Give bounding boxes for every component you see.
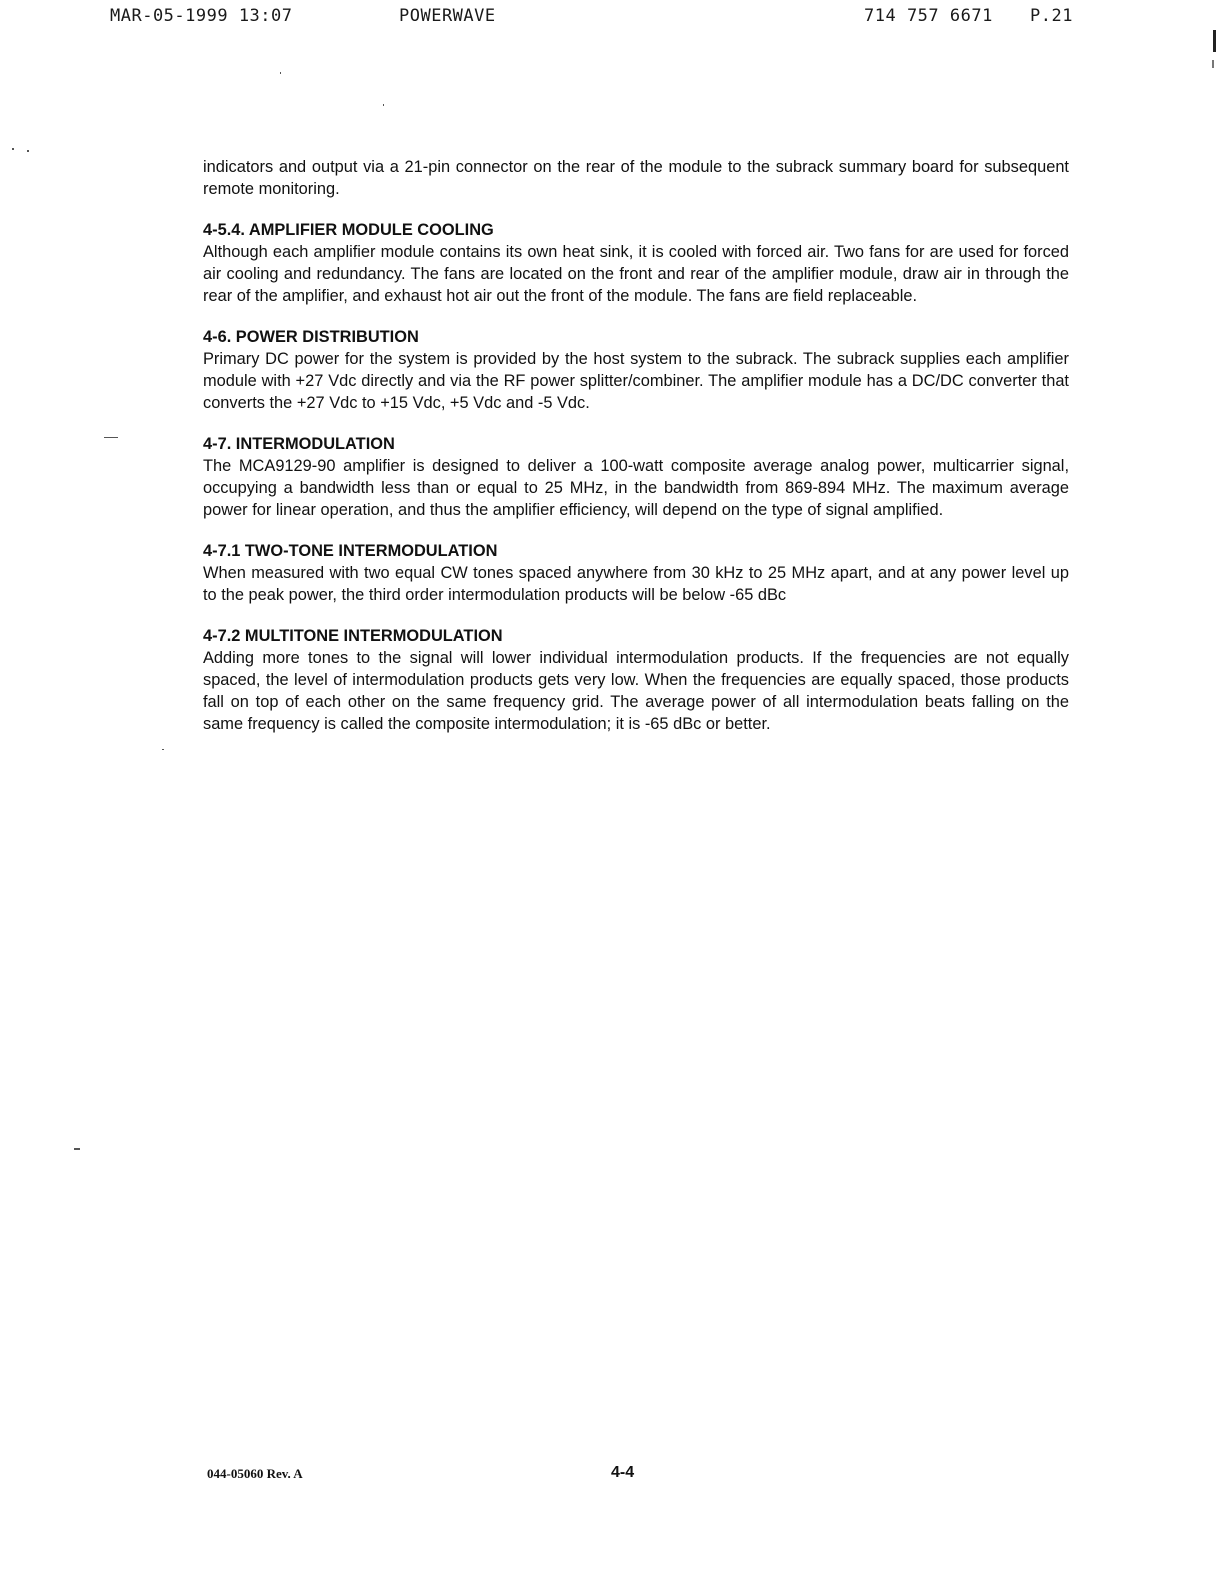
fax-company: POWERWAVE	[399, 6, 496, 26]
scan-speck	[27, 150, 29, 152]
section-heading: 4-5.4. AMPLIFIER MODULE COOLING	[203, 221, 494, 239]
section-power-distribution	[203, 326, 1069, 414]
section-heading: 4-7.1 TWO-TONE INTERMODULATION	[203, 542, 498, 560]
intro-paragraph: indicators and output via a 21-pin connector on the rear of the module to the subrack summary board for subsequent remote monitoring.	[203, 158, 1069, 198]
scan-speck	[162, 749, 164, 750]
scan-speck	[1212, 60, 1214, 68]
section-paragraph: The MCA9129-90 amplifier is designed to deliver a 100-watt composite average analog power, multicarrier signal, occupying a bandwidth less than or equal to 25 MHz, in the bandwidth from 869-894 MHz. The maximum average power for linear operation, and thus the amplifier efficiency, will depend on the type of signal amplified.	[203, 457, 1069, 519]
document-number: 044-05060 Rev. A	[207, 1466, 303, 1481]
document-body	[203, 156, 1069, 735]
fax-header	[0, 6, 1220, 32]
section-heading: 4-7.2 MULTITONE INTERMODULATION	[203, 627, 503, 645]
scan-speck	[1213, 30, 1216, 52]
section-heading: 4-7. INTERMODULATION	[203, 435, 395, 453]
section-heading: 4-6. POWER DISTRIBUTION	[203, 328, 419, 346]
fax-page-number: P.21	[1030, 6, 1073, 26]
section-paragraph: When measured with two equal CW tones spaced anywhere from 30 kHz to 25 MHz apart, and at any power level up to the peak power, the third order intermodulation products will be below -65 dBc	[203, 564, 1069, 604]
scan-speck	[12, 148, 14, 150]
page-number: 4-4	[611, 1464, 635, 1481]
scan-speck	[104, 437, 118, 438]
fax-phone-number: 714 757 6671	[864, 6, 993, 26]
section-intermodulation	[203, 433, 1069, 521]
section-multitone-intermodulation	[203, 625, 1069, 735]
section-paragraph: Primary DC power for the system is provided by the host system to the subrack. The subrack supplies each amplifier module with +27 Vdc directly and via the RF power splitter/combiner. The amplifier module has a DC/DC converter that converts the +27 Vdc to +15 Vdc, +5 Vdc and -5 Vdc.	[203, 350, 1069, 412]
scan-speck	[383, 104, 384, 106]
section-two-tone-intermodulation	[203, 540, 1069, 606]
scan-speck	[280, 72, 281, 74]
fax-datetime: MAR-05-1999 13:07	[110, 6, 293, 26]
scan-speck	[74, 1148, 80, 1150]
section-amplifier-module-cooling	[203, 219, 1069, 307]
section-paragraph: Although each amplifier module contains its own heat sink, it is cooled with forced air. Two fans for are used for forced air cooling and redundancy. The fans are located on the front and rear of the amplifier module, draw air in through the rear of the amplifier, and exhaust hot air out the front of the module. The fans are field replaceable.	[203, 243, 1069, 305]
section-paragraph: Adding more tones to the signal will lower individual intermodulation products. If the frequencies are not equally spaced, the level of intermodulation products gets very low. When the frequencies are equally spaced, those products fall on top of each other on the same frequency grid. The average power of all intermodulation beats falling on the same frequency is called the composite intermodulation; it is -65 dBc or better.	[203, 649, 1069, 733]
